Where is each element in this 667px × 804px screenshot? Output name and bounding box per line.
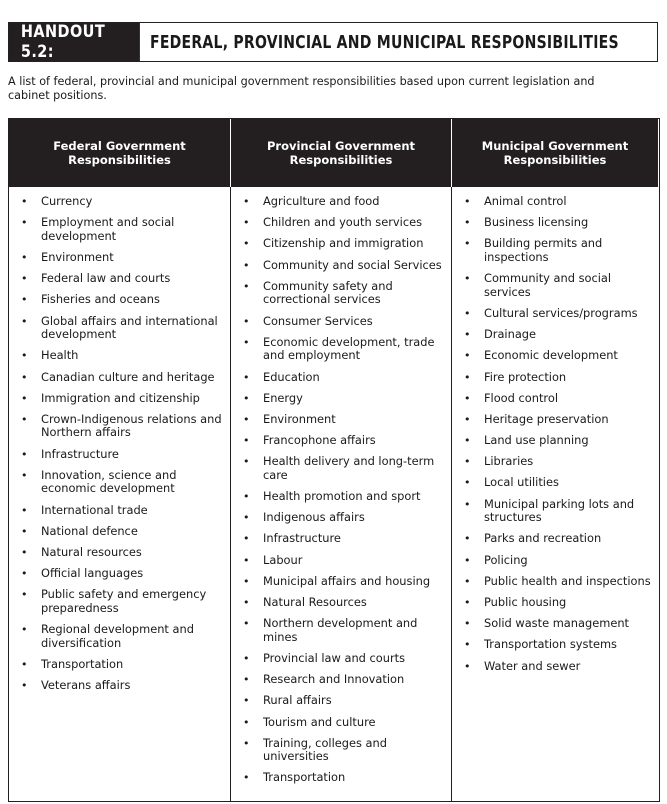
- municipal-column: [452, 187, 659, 801]
- list-item: • Business licensing: [464, 216, 653, 230]
- list-item: • Transportation systems: [464, 638, 653, 652]
- list-item: • Crown-Indigenous relations and Northern affairs: [21, 413, 224, 440]
- list-item: • Fisheries and oceans: [21, 293, 224, 307]
- handout-title: [140, 23, 657, 61]
- list-item: • Energy: [243, 392, 445, 406]
- list-item: • Health: [21, 349, 224, 363]
- list-item: • Health delivery and long-term care: [243, 455, 445, 482]
- responsibilities-table: [8, 118, 660, 802]
- list-item: • Economic development, trade and employment: [243, 336, 445, 363]
- list-item: • Community safety and correctional services: [243, 280, 445, 307]
- federal-list: [21, 195, 224, 693]
- list-item: • Community and social services: [464, 272, 653, 299]
- list-item: • Official languages: [21, 567, 224, 581]
- federal-column: [9, 187, 231, 801]
- handout-badge: HANDOUT 5.2:: [9, 23, 140, 61]
- list-item: • Animal control: [464, 195, 653, 209]
- list-item: • Citizenship and immigration: [243, 237, 445, 251]
- list-item: • Children and youth services: [243, 216, 445, 230]
- list-item: • Research and Innovation: [243, 673, 445, 687]
- list-item: • International trade: [21, 504, 224, 518]
- list-item: • Water and sewer: [464, 660, 653, 674]
- list-item: • Indigenous affairs: [243, 511, 445, 525]
- list-item: • Transportation: [21, 658, 224, 672]
- list-item: • Environment: [243, 413, 445, 427]
- list-item: • Natural resources: [21, 546, 224, 560]
- list-item: • Agriculture and food: [243, 195, 445, 209]
- list-item: • Canadian culture and heritage: [21, 371, 224, 385]
- list-item: • Municipal parking lots and structures: [464, 498, 653, 525]
- list-item: • Parks and recreation: [464, 532, 653, 546]
- list-item: • Global affairs and international development: [21, 315, 224, 342]
- list-item: • Drainage: [464, 328, 653, 342]
- list-item: • Natural Resources: [243, 596, 445, 610]
- list-item: • Rural affairs: [243, 694, 445, 708]
- municipal-list: [464, 195, 653, 673]
- list-item: • Community and social Services: [243, 259, 445, 273]
- list-item: • Provincial law and courts: [243, 652, 445, 666]
- header-provincial: Provincial Government Responsibilities: [231, 119, 452, 187]
- provincial-list: [243, 195, 445, 785]
- list-item: • Local utilities: [464, 476, 653, 490]
- list-item: • Building permits and inspections: [464, 237, 653, 264]
- list-item: • Policing: [464, 554, 653, 568]
- list-item: • Infrastructure: [21, 448, 224, 462]
- handout-title-text: FEDERAL, PROVINCIAL AND MUNICIPAL RESPONSIBILITIES: [150, 31, 619, 53]
- list-item: • Immigration and citizenship: [21, 392, 224, 406]
- list-item: • Libraries: [464, 455, 653, 469]
- list-item: • Training, colleges and universities: [243, 737, 445, 764]
- list-item: • Land use planning: [464, 434, 653, 448]
- list-item: • Consumer Services: [243, 315, 445, 329]
- list-item: • Employment and social development: [21, 216, 224, 243]
- list-item: • Tourism and culture: [243, 716, 445, 730]
- header-federal: Federal Government Responsibilities: [9, 119, 231, 187]
- list-item: • Municipal affairs and housing: [243, 575, 445, 589]
- list-item: • Veterans affairs: [21, 679, 224, 693]
- list-item: • Currency: [21, 195, 224, 209]
- list-item: • Innovation, science and economic development: [21, 469, 224, 496]
- intro-text: A list of federal, provincial and municipal government responsibilities based upon current legislation and cabinet positions.: [8, 75, 595, 102]
- list-item: • Education: [243, 371, 445, 385]
- list-item: • Public health and inspections: [464, 575, 653, 589]
- list-item: • Francophone affairs: [243, 434, 445, 448]
- list-item: • Labour: [243, 554, 445, 568]
- list-item: • Regional development and diversification: [21, 623, 224, 650]
- header-municipal: Municipal Government Responsibilities: [452, 119, 659, 187]
- list-item: • Flood control: [464, 392, 653, 406]
- list-item: • Solid waste management: [464, 617, 653, 631]
- list-item: • Public housing: [464, 596, 653, 610]
- list-item: • Transportation: [243, 771, 445, 785]
- list-item: • Northern development and mines: [243, 617, 445, 644]
- list-item: • Federal law and courts: [21, 272, 224, 286]
- list-item: • National defence: [21, 525, 224, 539]
- list-item: • Economic development: [464, 349, 653, 363]
- list-item: • Health promotion and sport: [243, 490, 445, 504]
- provincial-column: [231, 187, 452, 801]
- list-item: • Environment: [21, 251, 224, 265]
- list-item: • Public safety and emergency preparedness: [21, 588, 224, 615]
- list-item: • Heritage preservation: [464, 413, 653, 427]
- list-item: • Infrastructure: [243, 532, 445, 546]
- list-item: • Fire protection: [464, 371, 653, 385]
- list-item: • Cultural services/programs: [464, 307, 653, 321]
- handout-header: [8, 22, 658, 62]
